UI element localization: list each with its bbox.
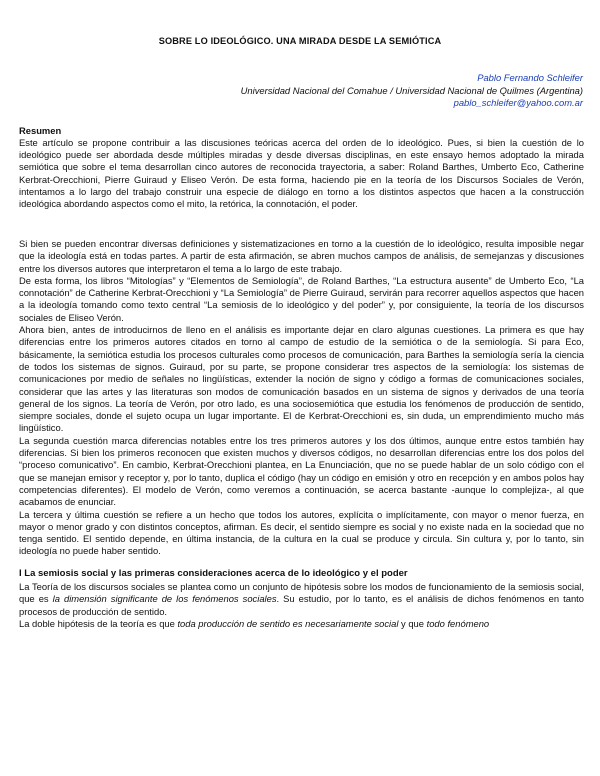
paragraph-2: De esta forma, los libros “Mitologías” y “Elementos de Semiología”, de Roland Barthes, “La estructura ausente” de Umberto Eco, “La connotación” de Catherine Kerbrat-Orecchioni y “La Semiología” de Pierre Guiraud, servirán para recorrer aquellos aspectos que hacen a la ideología tomando como texto central “La semiosis de lo ideológico y del poder” y, por consiguiente, la teoría de los discursos sociales de Eliseo Verón. bbox=[19, 274, 584, 323]
author-block bbox=[241, 72, 583, 110]
paragraph-6-emphasis: la dimensión significante de los fenómenos sociales bbox=[52, 593, 277, 605]
article-body bbox=[19, 238, 584, 630]
paragraph-1: Si bien se pueden encontrar diversas definiciones y sistematizaciones en torno a la cuestión de lo ideológico, resulta imposible negar que la ideología está en todas partes. A partir de esta afirmación, se abren muchos campos de análisis, de semejanzas y discusiones entre los diversos autores que interpretaron el tema a lo largo de este trabajo. bbox=[19, 238, 584, 274]
paragraph-6-text-a: La Teoría de los discursos sociales se plantea como un conjunto de hipótesis sobre los modos de funcionamiento de la semiosis social, que es bbox=[19, 581, 584, 605]
document-title: SOBRE LO IDEOLÓGICO. UNA MIRADA DESDE LA SEMIÓTICA bbox=[158, 36, 442, 46]
paragraph-7-text-b: y que bbox=[398, 617, 427, 629]
paragraph-6-text-b: . Su estudio, por lo tanto, es el análisis de dichos fenómenos en tanto procesos de producción de sentido. bbox=[19, 593, 584, 617]
paragraph-7-text-a: La doble hipótesis de la teoría es que bbox=[19, 617, 178, 629]
author-name: Pablo Fernando Schleifer bbox=[477, 72, 583, 83]
paragraph-7-emphasis-1: toda producción de sentido es necesariamente social bbox=[177, 617, 399, 629]
abstract-text: Este artículo se propone contribuir a las discusiones teóricas acerca del orden de lo ideológico. Pues, si bien la cuestión de lo ideológico puede ser abordada desde múltiples miradas y desde diversas disciplinas, en este ensayo hemos adoptado la mirada semiótica que sobre el tema desarrollan cinco autores de reconocida trayectoria, a saber: Roland Barthes, Umberto Eco, Catherine Kerbrat-Orecchioni, Pierre Guiraud y Eliseo Verón. De esta forma, haciendo pie en la teoría de los Discursos Sociales de Verón, intentamos a lo largo del trabajo construir una especie de diálogo en torno a los distintos aspectos que hacen a la construcción ideológica abordando aspectos como el mito, la retórica, la connotación, el poder. bbox=[19, 137, 584, 210]
author-affiliation: Universidad Nacional del Comahue / Universidad Nacional de Quilmes (Argentina) bbox=[240, 84, 583, 96]
paragraph-5: La tercera y última cuestión se refiere a un hecho que todos los autores, explícita o implícitamente, con mayor o menor fuerza, en mayor o menor grado y con distintos conceptos, afirman. Es decir, el sentido siempre es social y no existe nada en la sociedad que no tenga sentido. El sentido depende, en última instancia, de la cultura en la cual se produce y circula. Sin cultura y, por lo tanto, sin ideología no puede haber sentido. bbox=[19, 508, 584, 557]
paragraph-6 bbox=[19, 581, 584, 618]
abstract-heading: Resumen bbox=[19, 125, 62, 136]
paragraph-7 bbox=[19, 618, 584, 630]
section-heading: I La semiosis social y las primeras consideraciones acerca de lo ideológico y el poder bbox=[19, 567, 408, 579]
paragraph-4: La segunda cuestión marca diferencias notables entre los tres primeros autores y los dos últimos, aunque entre estos también hay diferencias. Si bien los primeros reconocen que existen muchos y diversos códigos, no desarrollan diferencias entre los dos polos del “proceso comunicativo”. En cambio, Kerbrat-Orecchioni plantea, en La Enunciación, que no se puede hablar de un solo código con el que se manejan emisor y receptor y, por lo tanto, duplica el código (hay un código en emisión y otro en recepción y en ambos polos hay competencias diferentes). El modelo de Verón, como veremos a continuación, se acerca bastante -aunque lo complejiza-, al que acabamos de enunciar. bbox=[19, 434, 584, 508]
paragraph-3: Ahora bien, antes de introducirnos de lleno en el análisis es importante dejar en claro algunas cuestiones. La primera es que hay diferencias entre los primeros autores citados en torno al campo de estudio de la semiótica o de la semiología. Si para Eco, básicamente, la semiótica estudia los procesos culturales como procesos de comunicación, para Barthes la semiología sería la ciencia de todos los sistemas de signos. Guiraud, por su parte, se propone considerar tres aspectos de la semiología: los sistemas de comunicaciones por medio de señales no lingüísticas, extender la noción de signo y código a formas de comunicaciones sociales, considerar que las artes y las literaturas son modos de comunicación basados en un sistema de signos y derivados de una teoría general de los signos. La teoría de Verón, por otro lado, es una sociosemiótica que estudia los fenómenos de producción de sentido, siempre sociales, donde el sujeto ocupa un lugar importante. El de Kerbrat-Orecchioni es, sin duda, un emprendimiento mucho más lingüístico. bbox=[19, 324, 584, 434]
paragraph-7-emphasis-2: todo fenómeno bbox=[426, 617, 490, 629]
author-email: pablo_schleifer@yahoo.com.ar bbox=[453, 97, 583, 108]
